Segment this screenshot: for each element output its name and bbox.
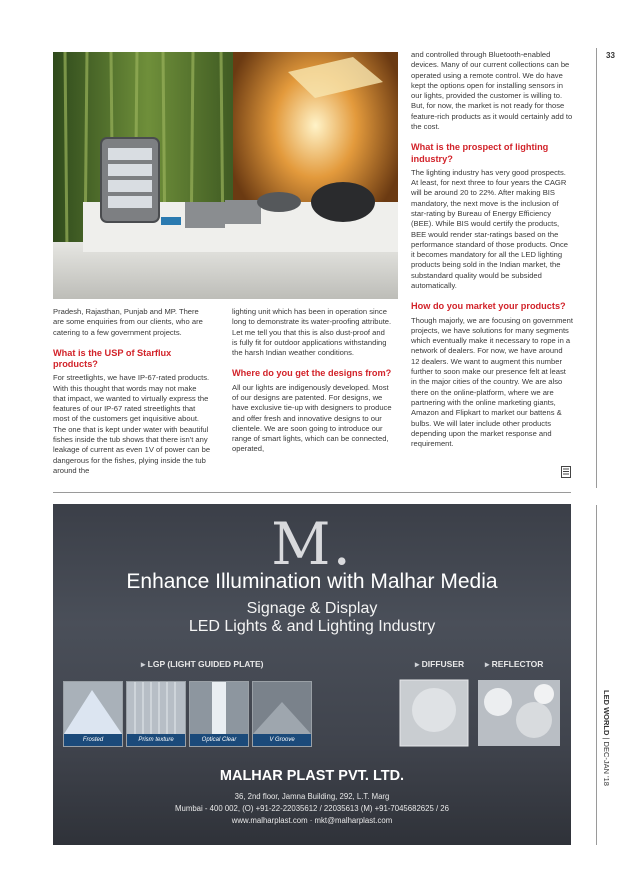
magazine-name: LED WORLD xyxy=(602,690,611,736)
diffuser-label-text: DIFFUSER xyxy=(421,659,465,669)
article-column-1 xyxy=(53,307,211,476)
question-prospect: What is the prospect of lighting industry? xyxy=(411,142,549,164)
tile-prism xyxy=(126,681,186,747)
end-of-article-icon xyxy=(561,466,571,478)
vertical-rule-top xyxy=(596,48,597,488)
ad-contact-line: www.malharplast.com · mkt@malharplast.com xyxy=(231,816,393,825)
arrow-icon: ▸ xyxy=(141,659,148,669)
ad-address-line-2: Mumbai - 400 002, (O) +91-22-22035612 / 22035613 (M) +91-7045682625 / 26 xyxy=(175,804,449,813)
question-marketing: How do you market your products? xyxy=(411,301,566,312)
prism-panel-icon xyxy=(127,682,185,734)
column1-paragraph-1: Pradesh, Rajasthan, Punjab and MP. There are some enquiries from our clients, who are catering to a few government projects. xyxy=(53,307,203,337)
ad-subheading-2: LED Lights & and Lighting Industry xyxy=(188,618,436,635)
reflector-label-text: REFLECTOR xyxy=(491,659,544,669)
diffuser-reflector-samples xyxy=(398,676,563,748)
page-number: 33 xyxy=(606,51,615,60)
tile-caption: Frosted xyxy=(64,734,122,746)
frosted-panel-icon xyxy=(64,682,122,734)
tile-caption: Optical Clear xyxy=(190,734,248,746)
label-separator: | xyxy=(602,735,611,742)
tile-v-groove xyxy=(252,681,312,747)
ad-headline: Enhance Illumination with Malhar Media xyxy=(126,570,498,593)
booth-photo xyxy=(53,52,398,299)
vertical-rule-bottom xyxy=(596,505,597,845)
running-footer-label xyxy=(602,690,611,786)
optical-clear-panel-icon xyxy=(190,682,248,734)
ad-company-name: MALHAR PLAST PVT. LTD. xyxy=(219,768,405,784)
v-groove-panel-icon xyxy=(253,682,311,734)
reflector-label xyxy=(485,659,543,670)
column3-paragraph-2: The lighting industry has very good prospects. At least, for next three to four years the CAGR will be around 20 to 22%. After making BIS mandatory, the next move is the inclusion of star-rating by Bureau of Energy Efficiency (BEE). While BIS would certify the products, BEE would render star-ratings based on the performance standard of those products. Once it becomes mandatory for all the LED lighting products being sold in the Indian market, the substandard quality would be subsided automatically. xyxy=(411,167,569,291)
column2-paragraph-1: lighting unit which has been in operation since long to demonstrate its water-proofing attribute. Let me tell you that this is also dust-proof and is fully fit for outdoor applications withstanding the harsh Indian weather conditions. xyxy=(232,307,392,358)
article-column-3 xyxy=(411,50,573,449)
lgp-label-text: LGP (LIGHT GUIDED PLATE) xyxy=(147,659,264,669)
ad-subheading-1: Signage & Display xyxy=(246,600,378,617)
malhar-media-advertisement xyxy=(53,504,571,845)
horizontal-rule xyxy=(53,492,571,493)
lgp-label xyxy=(141,659,264,670)
article-column-2 xyxy=(232,307,392,455)
column3-paragraph-1: and controlled through Bluetooth-enabled devices. Many of our current collections can be operated using a remote control. We do have kept the options open for installing sensors in our lights, provided the customer is willing to. But, for now, the market is not ready for those feature-rich products as it would certainly add to the cost. xyxy=(411,50,573,132)
column1-paragraph-2: For streetlights, we have IP-67-rated products. With this thought that words may not make that impact, we wanted to virtually express the features of our IP-67 rated streetlights that most of the customers get inquisitive about. The one that is kept under water with beautiful fishes inside the tub shows that there isn't any leakage of current as even 1V of power can be dangerous for the fishes, plying inside the tub around the xyxy=(53,373,211,475)
tile-frosted xyxy=(63,681,123,747)
issue-date: DEC-JAN '18 xyxy=(602,741,611,786)
malhar-logo: M. xyxy=(271,510,353,578)
tile-caption: Prism texture xyxy=(127,734,185,746)
tile-optical-clear xyxy=(189,681,249,747)
question-usp: What is the USP of Starflux products? xyxy=(53,347,172,370)
booth-photo-illustration xyxy=(53,52,398,299)
question-designs: Where do you get the designs from? xyxy=(232,368,392,379)
diffuser-label xyxy=(415,659,464,670)
ad-address-line-1: 36, 2nd floor, Jamna Building, 292, L.T. Marg xyxy=(234,792,390,801)
arrow-icon: ▸ xyxy=(485,659,492,669)
arrow-icon: ▸ xyxy=(415,659,422,669)
column3-paragraph-3: Though majorly, we are focusing on government projects, we have solutions for many segments which eventually make it necessary to rope in a network of dealers. For now, we have around 12 dealers. We want to augment this number further to soon make our presence felt at least in the major cities of the country. We are also there on the online-platform, where we are partnering with the online marketing giants, Amazon and Flipkart to market our battens & bulbs. We will later include other products depending upon the market response and requirement. xyxy=(411,315,573,449)
column2-paragraph-2: All our lights are indigenously developed. Most of our designs are patented. For designs, we have exclusive tie-up with designers to produce and offer fresh and innovative designs to our clientele. We are soon going to introduce our range of smart lights, which can be connected, operated, xyxy=(232,382,392,454)
tile-caption: V Groove xyxy=(253,734,311,746)
